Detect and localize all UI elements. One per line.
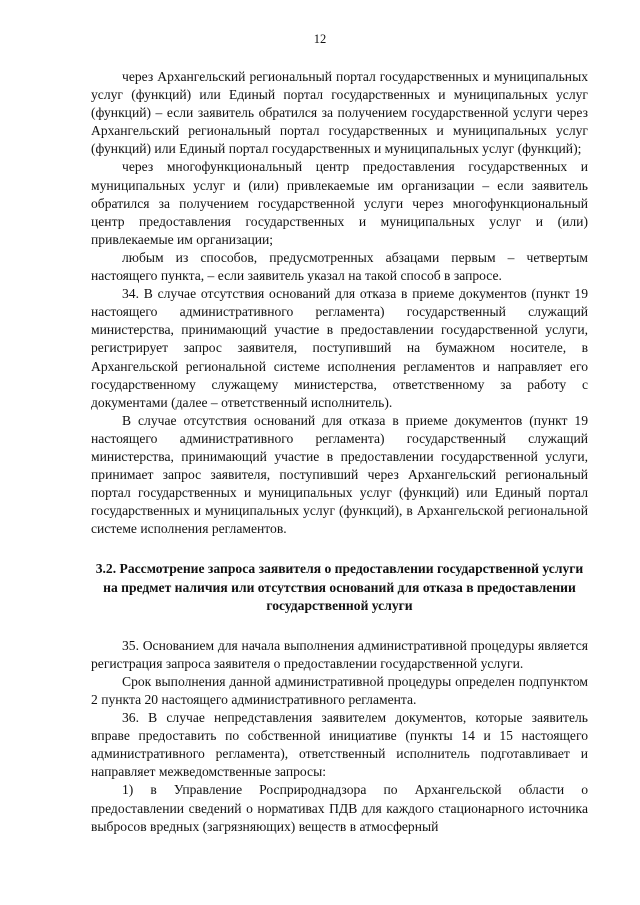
- paragraph: через многофункциональный центр предоставления государственных и муниципальных услуг и (или) привлекаемые им организации – если заявитель обратился за получением государственной услуги через многофункциональный центр предоставления государственных и муниципальных услуг и (или) привлекаемые им организации;: [91, 159, 588, 247]
- paragraph: Срок выполнения данной административной процедуры определен подпунктом 2 пункта 20 настоящего административного регламента.: [91, 673, 588, 707]
- section-heading: 3.2. Рассмотрение запроса заявителя о предоставлении государственной услуги на предмет наличия или отсутствия оснований для отказа в предоставлении государственной услуги: [95, 561, 584, 613]
- paragraph: 1) в Управление Росприроднадзора по Архангельской области о предоставлении сведений о нормативах ПДВ для каждого стационарного источника выбросов вредных (загрязняющих) веществ в атмосферный: [91, 782, 588, 834]
- paragraph: через Архангельский региональный портал государственных и муниципальных услуг (функций) или Единый портал государственных и муниципальных услуг (функций) – если заявитель обратился за получением государственной услуги через Архангельский региональный портал государственных и муниципальных услуг (функций) или Единый портал государственных и муниципальных услуг (функций);: [91, 69, 588, 157]
- paragraph: 34. В случае отсутствия оснований для отказа в приеме документов (пункт 19 настоящего административного регламента) государственный служащий министерства, принимающий участие в предоставлении государственной услуги, регистрирует запрос заявителя, поступивший на бумажном носителе, в Архангельской региональной системе исполнения регламентов и направляет его государственному служащему министерства, ответственному за работу с документами (далее – ответственный исполнитель).: [91, 286, 588, 410]
- page-number: 12: [313, 32, 327, 46]
- document-body: [91, 68, 588, 836]
- paragraph: В случае отсутствия оснований для отказа в приеме документов (пункт 19 настоящего административного регламента) государственный служащий министерства, принимающий участие в предоставлении государственной услуги, принимает запрос заявителя, поступивший через Архангельский региональный портал государственных и муниципальных услуг (функций) или Единый портал государственных и муниципальных услуг (функций), в Архангельской региональной системе исполнения регламентов.: [91, 412, 588, 537]
- paragraph: любым из способов, предусмотренных абзацами первым – четвертым настоящего пункта, – если заявитель указал на такой способ в запросе.: [91, 249, 588, 284]
- paragraph: 36. В случае непредставления заявителем документов, которые заявитель вправе предоставить по собственной инициативе (пункты 14 и 15 настоящего административного регламента), ответственный исполнитель подготавливает и направляет межведомственные запросы:: [91, 710, 588, 780]
- paragraph: 35. Основанием для начала выполнения административной процедуры является регистрация запроса заявителя о предоставлении государственной услуги.: [91, 637, 588, 671]
